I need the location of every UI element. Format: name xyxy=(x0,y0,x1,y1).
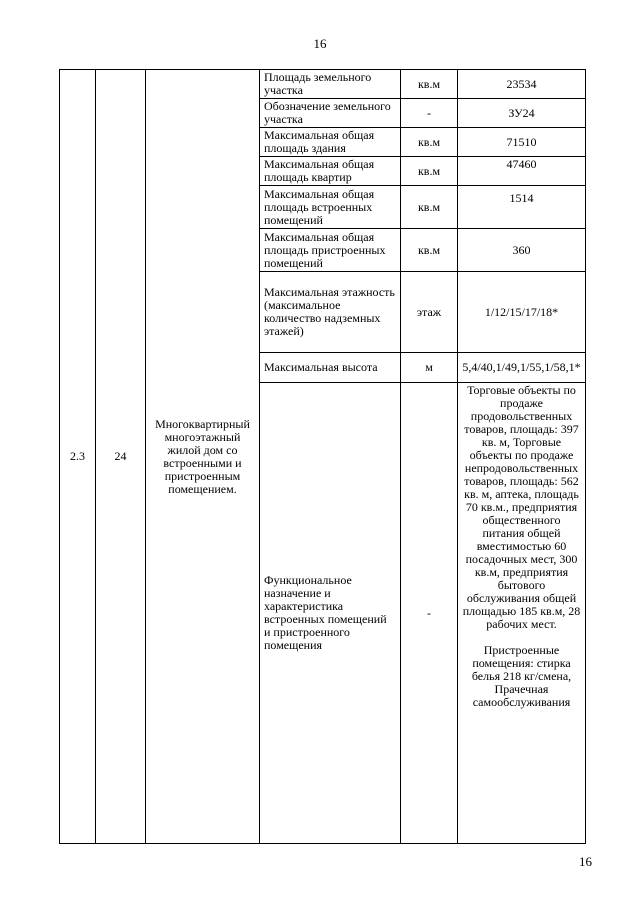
param-cell: Функциональное назначение и характеристика встроенных помещений и пристроенного помещения xyxy=(260,383,401,844)
value-cell: 1/12/15/17/18* xyxy=(458,272,586,353)
value-cell: ЗУ24 xyxy=(458,99,586,128)
param-cell: Максимальная этажность (максимальное количество надземных этажей) xyxy=(260,272,401,353)
param-cell: Максимальная высота xyxy=(260,353,401,383)
function-value-attached: Пристроенные помещения: стирка белья 218 кг/смена, Прачечная самообслуживания xyxy=(471,643,572,709)
unit-cell: - xyxy=(401,383,458,844)
unit-cell: этаж xyxy=(401,272,458,353)
page-number-bottom: 16 xyxy=(579,854,592,869)
parameters-table xyxy=(59,69,586,844)
unit-cell: кв.м xyxy=(401,157,458,186)
section-cell: 2.3 xyxy=(60,70,96,844)
unit-cell: кв.м xyxy=(401,70,458,99)
table-row xyxy=(60,70,586,99)
unit-cell: кв.м xyxy=(401,128,458,157)
param-cell: Максимальная общая площадь встроенных помещений xyxy=(260,186,401,229)
page-number-top: 16 xyxy=(313,36,327,51)
unit-cell: м xyxy=(401,353,458,383)
param-cell: Максимальная общая площадь пристроенных помещений xyxy=(260,229,401,272)
param-cell: Площадь земельного участка xyxy=(260,70,401,99)
value-cell: 47460 xyxy=(458,157,586,186)
object-description-cell: Многоквартирный многоэтажный жилой дом со встроенными и пристроенным помещением. xyxy=(146,70,260,844)
value-cell: 1514 xyxy=(458,186,586,229)
value-cell: 360 xyxy=(458,229,586,272)
function-value-builtin: Торговые объекты по продаже продовольственных товаров, площадь: 397 кв. м, Торговые объекты по продаже непродовольственных товаров, площадь: 562 кв. м, аптека, площадь 70 кв.м., предприятия общественного питания общей вместимостью 60 посадочных мест, 300 кв.м, предприятия бытового обслуживания общей площадью 185 кв.м, 28 рабочих мест. xyxy=(462,383,581,631)
value-cell: 71510 xyxy=(458,128,586,157)
item-number-cell: 24 xyxy=(96,70,146,844)
function-value-cell xyxy=(458,383,586,844)
unit-cell: - xyxy=(401,99,458,128)
value-cell: 5,4/40,1/49,1/55,1/58,1* xyxy=(458,353,586,383)
value-cell: 23534 xyxy=(458,70,586,99)
param-cell: Обозначение земельного участка xyxy=(260,99,401,128)
unit-cell: кв.м xyxy=(401,229,458,272)
unit-cell: кв.м xyxy=(401,186,458,229)
param-cell: Максимальная общая площадь квартир xyxy=(260,157,401,186)
param-cell: Максимальная общая площадь здания xyxy=(260,128,401,157)
